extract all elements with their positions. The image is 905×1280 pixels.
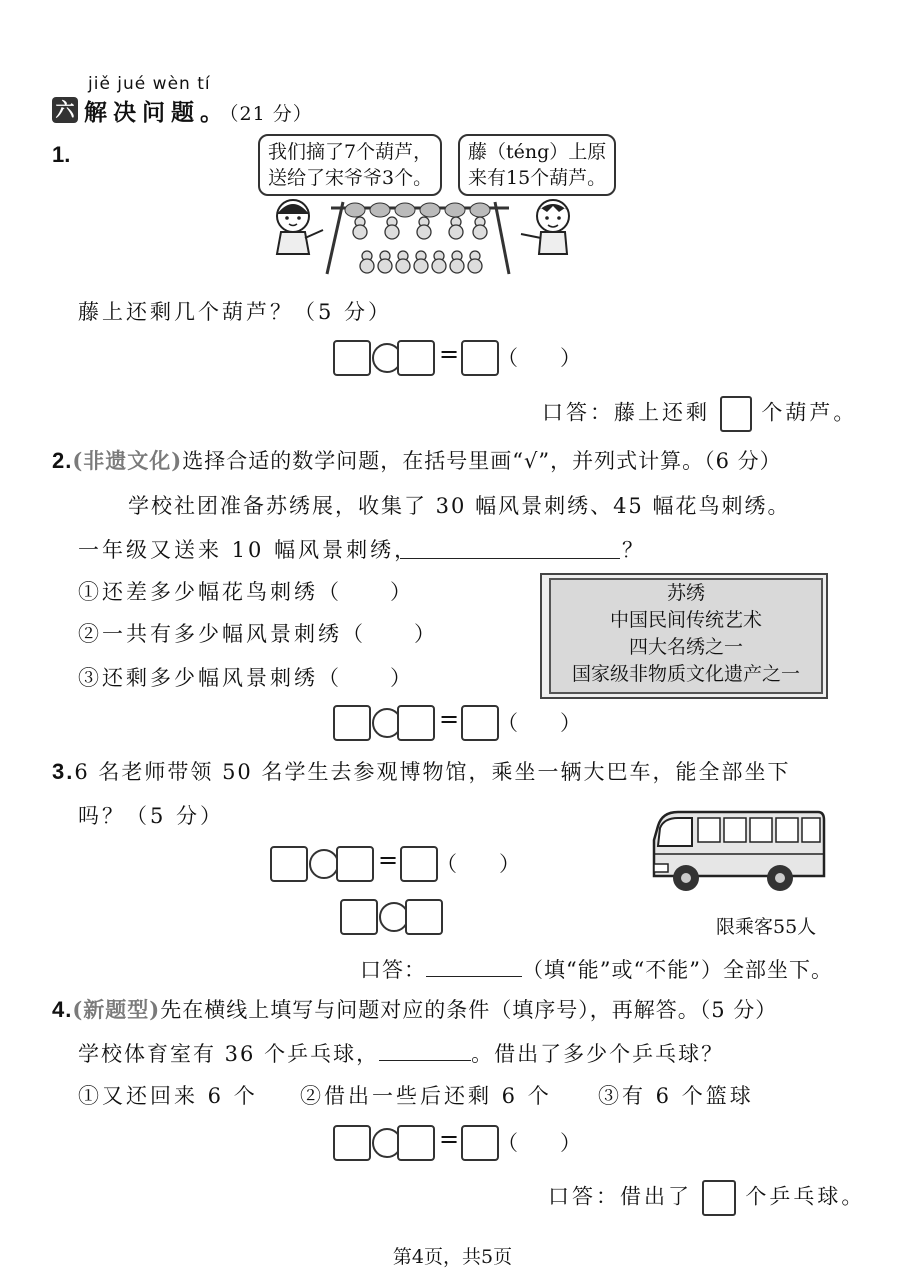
q4-option-2: ②借出一些后还剩 6 个 [300,1084,552,1108]
bus-icon [648,806,828,898]
equation-box-1[interactable] [270,846,308,882]
bubble-left-line-2: 送给了宋爷爷3个。 [268,167,433,189]
unit-paren[interactable]: （ ） [497,1131,581,1155]
bus-caption: 限乘客55人 [716,916,817,938]
section-score: （21 分） [229,103,313,125]
equation-box-1[interactable] [333,340,371,376]
section-number: 六 [55,99,75,121]
q3-line-2: 吗？（5 分） [78,804,225,828]
hanging-gourds-icon [353,217,487,239]
q4-line-1-b: 。借出了多少个乒乓球？ [471,1042,725,1066]
bubble-right-line-2: 来有15个葫芦。 [468,167,607,189]
q1-question: 藤上还剩几个葫芦？（5 分） [78,300,393,324]
q2-line-2-text: 一年级又送来 10 幅风景刺绣， [78,538,419,562]
embroidery-plaque [549,578,823,694]
q3-answer [360,954,833,984]
q3-line-1 [52,756,790,786]
q4-fill-line[interactable] [379,1042,471,1061]
equation-box-2[interactable] [397,705,435,741]
q4-answer [548,1180,865,1216]
answer-prefix: 口答：借出了 [548,1184,692,1209]
equals-sign: = [439,1125,460,1153]
unit-paren[interactable]: （ ） [436,852,520,876]
q4-line-1-a: 学校体育室有 36 个乒乓球， [78,1042,380,1066]
q2-option-1[interactable]: ①还差多少幅花鸟刺绣（ ） [78,580,414,604]
equation-box-2[interactable] [336,846,374,882]
equals-sign: = [378,846,399,874]
q4-line-1 [78,1038,724,1068]
q3-number: 3. [52,759,75,784]
equals-sign: = [439,705,460,733]
answer-suffix: 个乒乓球。 [745,1184,866,1209]
q1-speech-bubble-right [458,134,616,196]
answer-box[interactable] [702,1180,736,1216]
unit-paren[interactable]: （ ） [497,346,581,370]
q4-tag: (新题型) [72,997,161,1022]
q1-number: 1. [52,142,71,167]
q2-line-2-end: ？ [622,538,646,562]
q2-prompt: 选择合适的数学问题，在括号里画“√”，并列式计算。（6 分） [182,449,782,473]
boy-figure-icon [521,200,569,254]
answer-box[interactable] [720,396,752,432]
q2-tag: (非遗文化) [72,448,183,473]
bubble-right-line-1: 藤（téng）上原 [468,141,607,163]
answer-fill-line[interactable] [426,958,522,977]
equals-sign: = [439,340,460,368]
equation-box-2[interactable] [397,1125,435,1161]
answer-prefix: 口答： [360,958,426,982]
equation-box-1[interactable] [333,705,371,741]
section-title [84,94,313,127]
equation-box-1[interactable] [333,1125,371,1161]
q1-answer [542,396,857,432]
equation-box-result[interactable] [461,1125,499,1161]
q2-option-2[interactable]: ②一共有多少幅风景刺绣（ ） [78,622,438,646]
answer-prefix: 口答：藤上还剩 [542,400,710,425]
plaque-line-2: 中国民间传统艺术 [609,609,762,631]
q2-option-3[interactable]: ③还剩多少幅风景刺绣（ ） [78,666,414,690]
leaf-row-icon [345,203,490,217]
equation-box-2[interactable] [397,340,435,376]
q4-option-3: ③有 6 个篮球 [598,1084,754,1108]
equation-box-result[interactable] [461,340,499,376]
q2-line-2 [78,534,418,564]
q4-number: 4. [52,997,73,1022]
q4-option-1: ①又还回来 6 个 [78,1084,258,1108]
compare-box-2[interactable] [405,899,443,935]
equation-box-result[interactable] [461,705,499,741]
unit-paren[interactable]: （ ） [497,711,581,735]
bubble-left-line-1: 我们摘了7个葫芦， [268,141,433,163]
q4-prompt: 先在横线上填写与问题对应的条件（填序号），再解答。（5 分） [160,998,778,1022]
q4-heading [52,994,777,1024]
answer-suffix: 个葫芦。 [761,400,858,425]
q2-number: 2. [52,448,73,473]
compare-box-1[interactable] [340,899,378,935]
q2-fill-line[interactable] [400,558,620,559]
plaque-line-1: 苏绣 [666,582,705,604]
page-footer: 第4页，共5页 [392,1246,513,1268]
gourd-vine-illustration [265,192,585,280]
plaque-line-3: 四大名绣之一 [628,636,743,658]
section-title-text: 解决问题。 [84,99,229,126]
q2-line-1: 学校社团准备苏绣展，收集了 30 幅风景刺绣、45 幅花鸟刺绣。 [128,494,791,518]
plaque-line-4: 国家级非物质文化遗产之一 [571,663,800,685]
q1-speech-bubble-left [258,134,442,196]
section-pinyin: jiě jué wèn tí [88,74,211,94]
picked-gourds-icon [360,251,482,273]
answer-suffix: （填“能”或“不能”）全部坐下。 [522,958,833,982]
equation-box-result[interactable] [400,846,438,882]
q2-heading [52,445,782,475]
section-number-badge [52,97,78,123]
q3-line-1-text: 6 名老师带领 50 名学生去参观博物馆，乘坐一辆大巴车，能全部坐下 [74,760,791,784]
operator-circle[interactable] [309,849,339,879]
girl-figure-icon [277,200,323,254]
